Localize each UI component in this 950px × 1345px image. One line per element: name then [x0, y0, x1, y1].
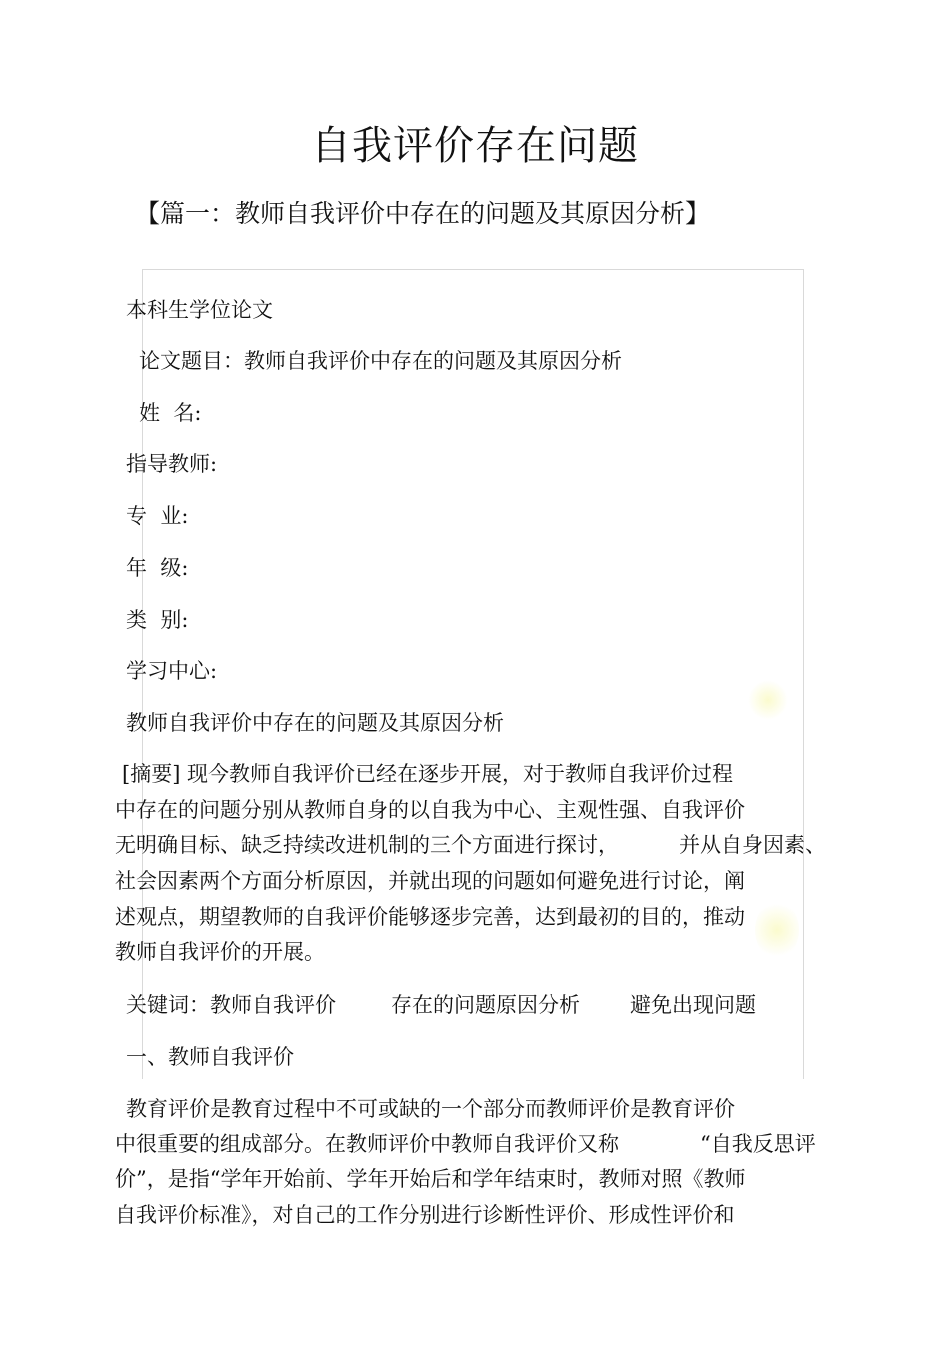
center-field-label: 学习中心: [126, 659, 218, 683]
section-heading: 一、教师自我评价 [126, 1045, 294, 1069]
abstract-line: [摘要] 现今教师自我评价已经在逐步开展，对于教师自我评价过程 [122, 762, 734, 786]
abstract-line: 教师自我评价的开展。 [115, 940, 325, 964]
major-field-label: 专 业: [126, 504, 189, 528]
name-field-label: 姓 名: [139, 401, 202, 425]
body-line: 教育评价是教育过程中不可或缺的一个部分而教师评价是教育评价 [126, 1097, 735, 1121]
grade-field-label: 年 级: [126, 556, 189, 580]
category-field-label: 类 别: [126, 608, 189, 632]
body-line: 中很重要的组成部分。在教师评价中教师自我评价又称 [115, 1132, 619, 1156]
document-subtitle: 【篇一：教师自我评价中存在的问题及其原因分析】 [135, 199, 711, 228]
body-line: 价”，是指“学年开始前、学年开始后和学年结束时，教师对照《教师 [115, 1167, 746, 1191]
abstract-line: 无明确目标、缺乏持续改进机制的三个方面进行探讨， [115, 833, 619, 857]
abstract-line: 中存在的问题分别从教师自身的以自我为中心、主观性强、自我评价 [115, 798, 745, 822]
document-title: 自我评价存在问题 [311, 123, 639, 169]
paper-heading: 教师自我评价中存在的问题及其原因分析 [126, 711, 504, 735]
faint-mark [748, 680, 788, 720]
body-line: “自我反思评 [700, 1132, 816, 1156]
keyword-item: 避免出现问题 [630, 993, 756, 1017]
abstract-line: 社会因素两个方面分析原因，并就出现的问题如何避免进行讨论，阐 [115, 869, 745, 893]
keyword-item: 存在的问题原因分析 [391, 993, 580, 1017]
faint-mark [755, 900, 799, 960]
advisor-field-label: 指导教师: [126, 452, 218, 476]
abstract-line: 并从自身因素、 [679, 833, 826, 857]
thesis-title-line: 论文题目：教师自我评价中存在的问题及其原因分析 [139, 349, 622, 373]
body-line: 自我评价标准》，对自己的工作分别进行诊断性评价、形成性评价和 [115, 1203, 735, 1227]
degree-label: 本科生学位论文 [126, 298, 273, 322]
abstract-line: 述观点，期望教师的自我评价能够逐步完善，达到最初的目的，推动 [115, 905, 745, 929]
keywords-label: 关键词：教师自我评价 [126, 993, 336, 1017]
